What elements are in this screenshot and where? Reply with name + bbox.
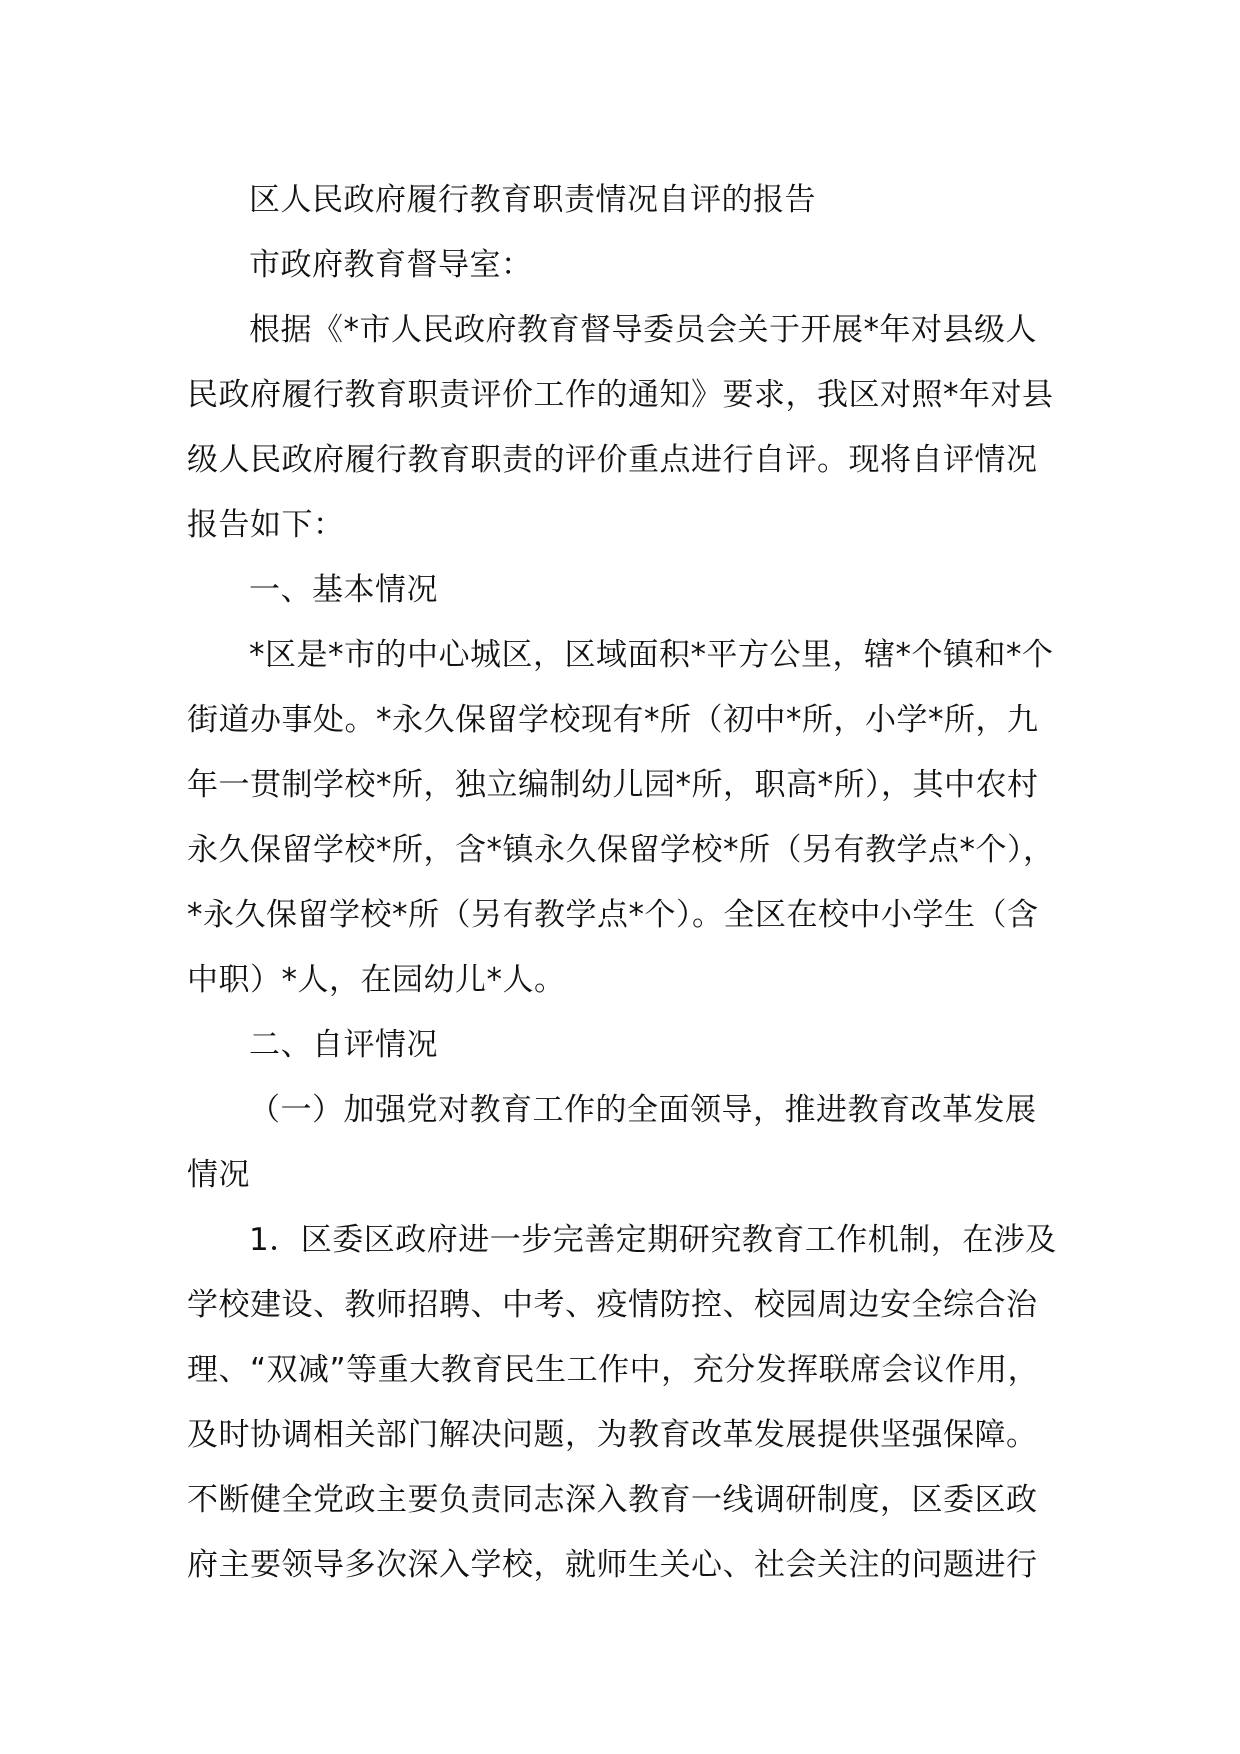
text-line: 府主要领导多次深入学校，就师生关心、社会关注的问题进行 xyxy=(187,1547,1038,1583)
text-line: 报告如下： xyxy=(187,507,345,543)
section-heading: 二、自评情况 xyxy=(249,1027,438,1063)
text-line: *永久保留学校*所（另有教学点*个）。全区在校中小学生（含 xyxy=(187,897,1039,933)
document-body xyxy=(187,168,1087,1598)
text-line: 街道办事处。*永久保留学校现有*所（初中*所，小学*所，九 xyxy=(187,702,1039,738)
text-line: 学校建设、教师招聘、中考、疫情防控、校园周边安全综合治 xyxy=(187,1287,1038,1323)
text-line: 1．区委区政府进一步完善定期研究教育工作机制，在涉及 xyxy=(249,1222,1057,1258)
subsection-heading: （一）加强党对教育工作的全面领导，推进教育改革发展 xyxy=(249,1092,1037,1128)
text-line: *区是*市的中心城区，区域面积*平方公里，辖*个镇和*个 xyxy=(249,637,1054,673)
subsection-heading: 情况 xyxy=(187,1157,250,1193)
text-line: 永久保留学校*所，含*镇永久保留学校*所（另有教学点*个）， xyxy=(187,832,1055,868)
text-line: 民政府履行教育职责评价工作的通知》要求，我区对照*年对县 xyxy=(187,377,1054,413)
text-line: 不断健全党政主要负责同志深入教育一线调研制度，区委区政 xyxy=(187,1482,1038,1518)
text-line: 根据《*市人民政府教育督导委员会关于开展*年对县级人 xyxy=(249,312,1037,348)
text-line: 年一贯制学校*所，独立编制幼儿园*所，职高*所），其中农村 xyxy=(187,767,1039,803)
text-line: 及时协调相关部门解决问题，为教育改革发展提供坚强保障。 xyxy=(187,1417,1038,1453)
section-heading: 一、基本情况 xyxy=(249,572,438,608)
text-line: 级人民政府履行教育职责的评价重点进行自评。现将自评情况 xyxy=(187,442,1038,478)
document-title: 区人民政府履行教育职责情况自评的报告 xyxy=(249,182,816,218)
text-line: 理、“双减”等重大教育民生工作中，充分发挥联席会议作用， xyxy=(187,1352,1040,1388)
salutation: 市政府教育督导室： xyxy=(249,247,533,283)
text-line: 中职）*人，在园幼儿*人。 xyxy=(187,962,566,998)
